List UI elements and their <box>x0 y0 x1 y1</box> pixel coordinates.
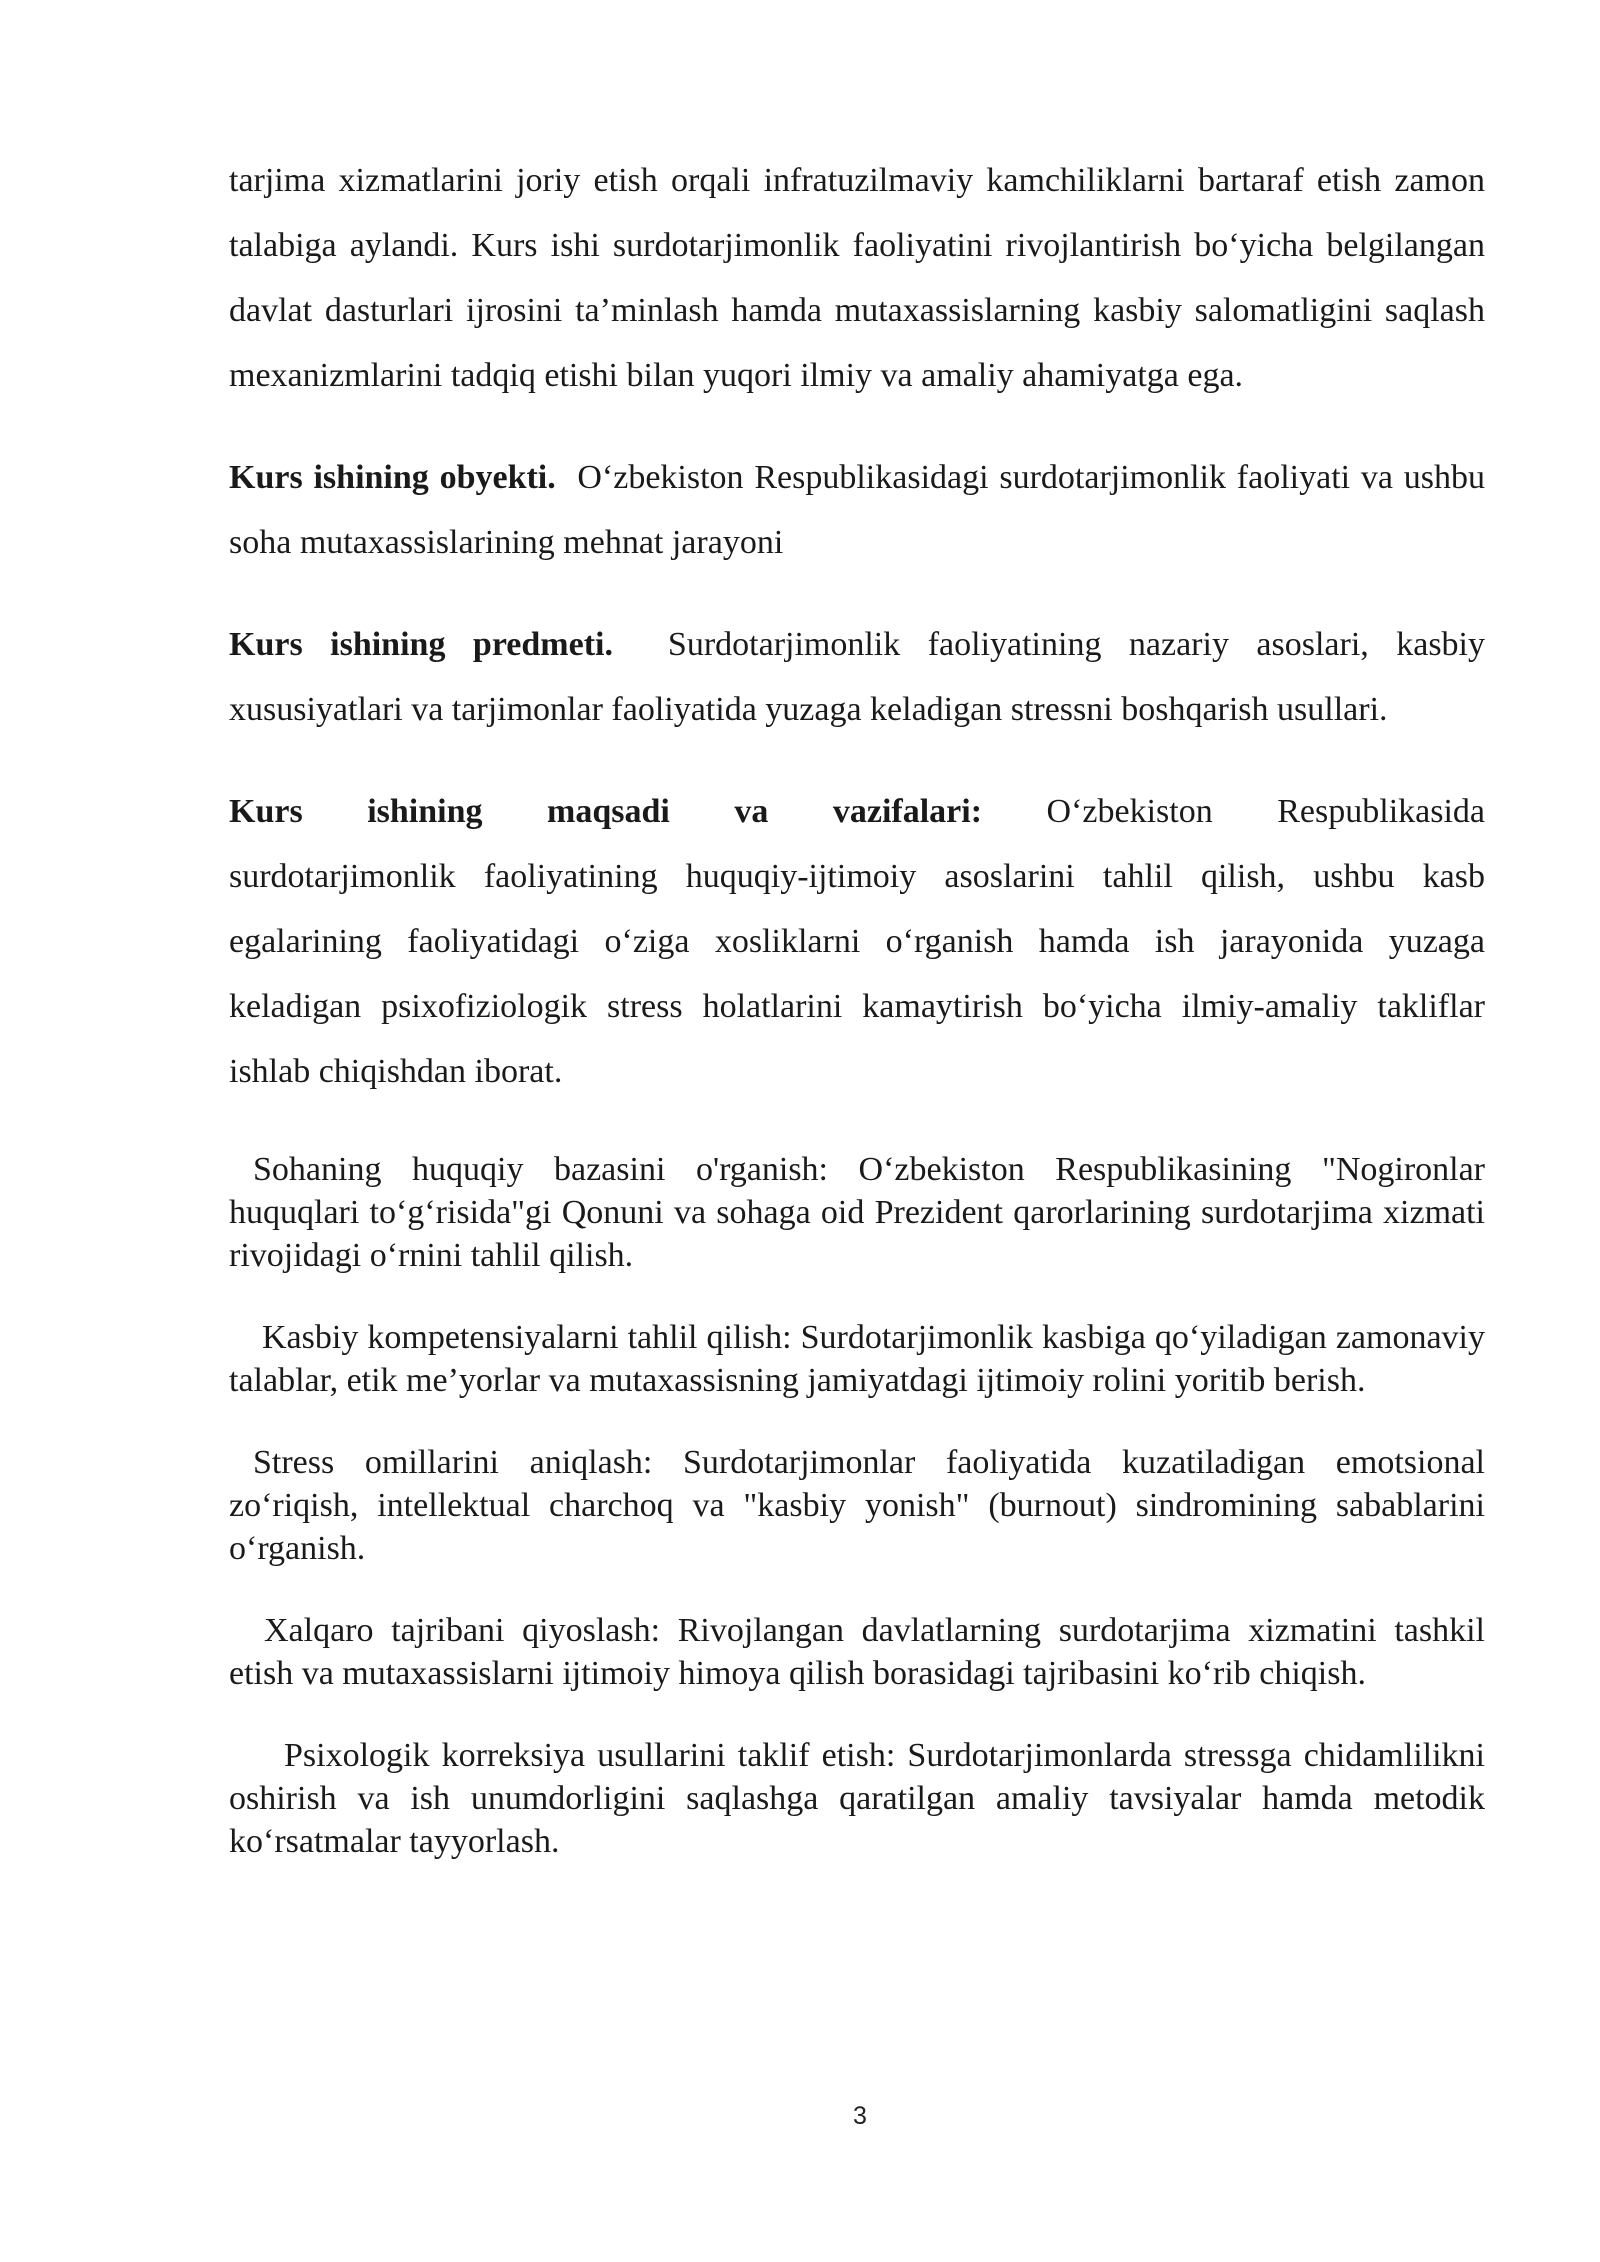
subject-text: Surdotarjimonlik faoliyatining nazariy asoslari, kasbiy xususiyatlari va tarjimonlar faoliyatida yuzaga keladigan stressni boshqarish usullari. <box>229 626 1486 728</box>
task-item: Xalqaro tajribani qiyoslash: Rivojlangan davlatlarning surdotarjima xizmatini tashkil etish va mutaxassislarni ijtimoiy himoya qilish borasidagi tajribasini ko‘rib chiqish. <box>229 1612 1485 1692</box>
subject-paragraph <box>229 612 1485 742</box>
goal-line1: O‘zbekiston Respublikasida <box>1046 793 1485 830</box>
intro-paragraph: tarjima xizmatlarini joriy etish orqali infratuzilmaviy kamchiliklarni bartaraf etish zamon talabiga aylandi. Kurs ishi surdotarjimonlik faoliyatini rivojlantirish bo‘yicha belgilangan davlat dasturlari ijrosini ta’minlash hamda mutaxassislarning kasbiy salomatligini saqlash mexanizmlarini tadqiq etishi bilan yuqori ilmiy va amaliy ahamiyatga ega. <box>229 162 1485 394</box>
subject-label: Kurs ishining predmeti. <box>229 626 613 663</box>
goal-first-line <box>229 779 1485 844</box>
object-text: O‘zbekiston Respublikasidagi surdotarjimonlik faoliyati va ushbu soha mutaxassislarining mehnat jarayoni <box>229 459 1486 561</box>
document-page <box>229 148 1485 1863</box>
task-item: Psixologik korreksiya usullarini taklif etish: Surdotarjimonlarda stressga chidamlilikni oshirish va ish unumdorligini saqlashga qaratilgan amaliy tavsiyalar hamda metodik ko‘rsatmalar tayyorlash. <box>229 1737 1485 1860</box>
goal-paragraph <box>229 779 1485 1104</box>
page-number: 3 <box>853 2102 867 2130</box>
task-list <box>229 1148 1485 1863</box>
task-item: Kasbiy kompetensiyalarni tahlil qilish: Surdotarjimonlik kasbiga qo‘yiladigan zamonaviy talablar, etik me’yorlar va mutaxassisning jamiyatdagi ijtimoiy rolini yoritib berish. <box>229 1319 1485 1399</box>
goal-text: surdotarjimonlik faoliyatining huquqiy-ijtimoiy asoslarini tahlil qilish, ushbu kasb egalarining faoliyatidagi o‘ziga xosliklarni o‘rganish hamda ish jarayonida yuzaga keladigan psixofiziologik stress holatlarini kamaytirish bo‘yicha ilmiy-amaliy takliflar ishlab chiqishdan iborat. <box>229 858 1485 1090</box>
object-label: Kurs ishining obyekti. <box>229 459 556 496</box>
task-item: Stress omillarini aniqlash: Surdotarjimonlar faoliyatida kuzatiladigan emotsional zo‘riqish, intellektual charchoq va "kasbiy yonish" (burnout) sindromining sabablarini o‘rganish. <box>229 1444 1485 1567</box>
goal-label: Kurs ishining maqsadi va vazifalari: <box>229 793 983 830</box>
object-paragraph <box>229 445 1485 575</box>
task-item: Sohaning huquqiy bazasini o'rganish: O‘zbekiston Respublikasining "Nogironlar huquqlari to‘g‘risida"gi Qonuni va sohaga oid Prezident qarorlarining surdotarjima xizmati rivojidagi o‘rnini tahlil qilish. <box>229 1151 1485 1274</box>
